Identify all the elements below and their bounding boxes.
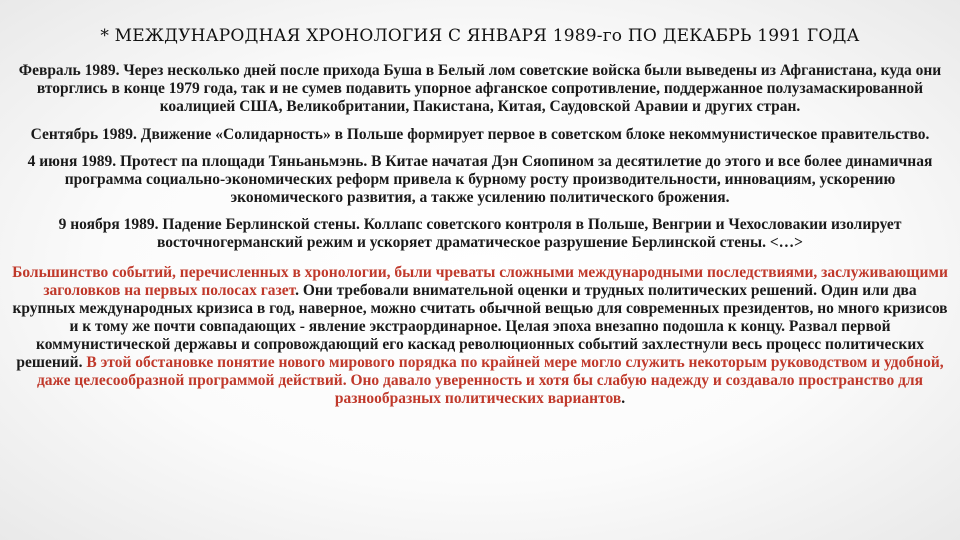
- paragraph-jun-1989: 4 июня 1989. Протест па площади Тяньаньмэнь. В Китае начатая Дэн Сяопином за десятилетие до этого и все более динамичная программа социально-экономических реформ привела к бурному росту производительности, инновациям, ускорению экономического развития, а также усилению политического брожения.: [27, 153, 933, 206]
- conclusion-text-1: . Они требовали внимательной оценки и трудных политических решений. Один или два крупных международных кризиса в год, наверное, можно считать обычной вещью для современных президентов, но много кризисов и к тому же почти совпадающих - явление экстраординарное. Целая эпоха внезапно подошла к концу. Развал первой коммунистической державы и сопровождающий его каскад революционных событий захлестнули весь процесс политических решений.: [12, 282, 948, 371]
- conclusion-text-2: .: [621, 390, 626, 407]
- conclusion-highlight-1: Большинство событий, перечисленных в хронологии, были чреваты сложными международными последствиями, заслуживающими заголовков на первых полосах газет: [12, 264, 948, 299]
- paragraph-conclusion: [12, 264, 948, 408]
- paragraph-feb-1989: Февраль 1989. Через несколько дней после прихода Буша в Белый лом советские войска были выведены из Афганистана, куда они вторглись в конце 1979 года, так и не сумев подавить упорное афганское сопротивление, поддержанное полузамаскированной коалицией США, Великобритании, Пакистана, Китая, Саудовской Аравии и других стран.: [18, 62, 942, 115]
- slide-body: [12, 62, 948, 408]
- conclusion-highlight-2: В этой обстановке понятие нового мирового порядка по крайней мере могло служить некоторым руководством и удобной, даже целесообразной программой действий. Оно давало уверенность и хотя бы слабую надежду и создавало пространство для разнообразных политических вариантов: [36, 354, 944, 407]
- paragraph-nov-1989: 9 ноября 1989. Падение Берлинской стены. Коллапс советского контроля в Польше, Венгрии и Чехословакии изолирует восточногерманский режим и ускоряет драматическое разрушение Берлинской стены. <…>: [58, 216, 902, 251]
- paragraph-sep-1989: Сентябрь 1989. Движение «Солидарность» в Польше формирует первое в советском блоке некоммунистическое правительство.: [30, 126, 930, 143]
- slide-title: * МЕЖДУНАРОДНАЯ ХРОНОЛОГИЯ С ЯНВАРЯ 1989-го ПО ДЕКАБРЬ 1991 ГОДА: [100, 26, 860, 46]
